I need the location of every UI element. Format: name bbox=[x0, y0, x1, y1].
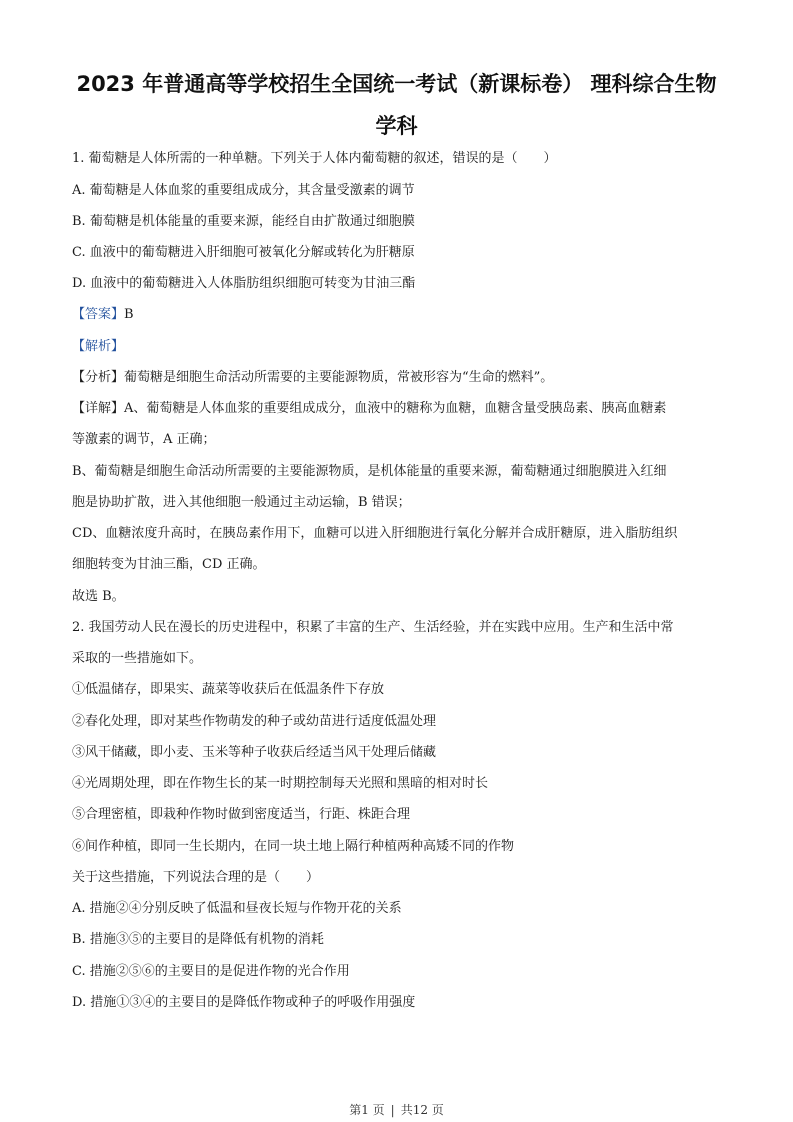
q2-measure-4: ④光周期处理，即在作物生长的某一时期控制每天光照和黑暗的相对时长 bbox=[72, 776, 489, 791]
q1-xiangjie bbox=[72, 400, 666, 418]
fenxi-tag: 【分析】 bbox=[72, 370, 125, 385]
footer-separator: | bbox=[390, 1103, 395, 1117]
q2-option-b: B. 措施③⑤的主要目的是降低有机物的消耗 bbox=[72, 932, 324, 947]
q1-xiangjie-5: CD、血糖浓度升高时，在胰岛素作用下，血糖可以进入肝细胞进行氧化分解并合成肝糖原，进入脂肪组织 bbox=[72, 526, 678, 541]
q1-option-a: A. 葡萄糖是人体血浆的重要组成成分，其含量受激素的调节 bbox=[72, 183, 415, 198]
q1-option-b: B. 葡萄糖是机体能量的重要来源，能经自由扩散通过细胞膜 bbox=[72, 214, 415, 229]
q2-option-c: C. 措施②⑤⑥的主要目的是促进作物的光合作用 bbox=[72, 964, 350, 979]
q2-measure-2: ②春化处理，即对某些作物萌发的种子或幼苗进行适度低温处理 bbox=[72, 714, 437, 729]
q1-xiangjie-6: 细胞转变为甘油三酯，CD 正确。 bbox=[72, 557, 266, 572]
q1-conclusion: 故选 B。 bbox=[72, 589, 125, 604]
q1-stem: 1. 葡萄糖是人体所需的一种单糖。下列关于人体内葡萄糖的叙述，错误的是（ ） bbox=[72, 151, 557, 166]
doc-title-line1: 2023 年普通高等学校招生全国统一考试（新课标卷） 理科综合生物 bbox=[76, 72, 717, 96]
q2-option-d: D. 措施①③④的主要目的是降低作物或种子的呼吸作用强度 bbox=[72, 995, 416, 1010]
q2-stem-2: 采取的一些措施如下。 bbox=[72, 651, 203, 666]
q2-measure-5: ⑤合理密植，即栽种作物时做到密度适当，行距、株距合理 bbox=[72, 807, 411, 822]
xiangjie-text-1: A、葡萄糖是人体血浆的重要组成成分，血液中的糖称为血糖，血糖含量受胰岛素、胰高血糖素 bbox=[124, 401, 667, 416]
q2-ask: 关于这些措施，下列说法合理的是（ ） bbox=[72, 870, 320, 885]
footer-page-number: 第1 页 bbox=[349, 1103, 385, 1117]
xiangjie-tag: 【详解】 bbox=[72, 401, 125, 416]
q1-jiexi bbox=[72, 338, 124, 356]
q1-option-d: D. 血液中的葡萄糖进入人体脂肪组织细胞可转变为甘油三酯 bbox=[72, 276, 416, 291]
answer-tag: 【答案】 bbox=[72, 307, 125, 322]
q2-measure-1: ①低温储存，即果实、蔬菜等收获后在低温条件下存放 bbox=[72, 682, 385, 697]
q1-xiangjie-3: B、葡萄糖是细胞生命活动所需要的主要能源物质，是机体能量的重要来源，葡萄糖通过细胞膜进入红细 bbox=[72, 464, 667, 479]
q2-measure-6: ⑥间作种植，即同一生长期内，在同一块土地上隔行种植两种高矮不同的作物 bbox=[72, 839, 515, 854]
q1-xiangjie-2: 等激素的调节，A 正确； bbox=[72, 432, 216, 447]
answer-value: B bbox=[124, 307, 134, 322]
fenxi-text: 葡萄糖是细胞生命活动所需要的主要能源物质，常被形容为“生命的燃料”。 bbox=[124, 370, 554, 385]
doc-title-line2: 学科 bbox=[375, 114, 418, 138]
footer-total-pages: 共12 页 bbox=[400, 1103, 444, 1117]
q2-measure-3: ③风干储藏，即小麦、玉米等种子收获后经适当风干处理后储藏 bbox=[72, 745, 437, 760]
q1-xiangjie-4: 胞是协助扩散，进入其他细胞一般通过主动运输，B 错误； bbox=[72, 495, 411, 510]
q2-option-a: A. 措施②④分别反映了低温和昼夜长短与作物开花的关系 bbox=[72, 901, 402, 916]
page-footer bbox=[0, 1101, 793, 1118]
q2-stem-1: 2. 我国劳动人民在漫长的历史进程中，积累了丰富的生产、生活经验，并在实践中应用。生产和生活中常 bbox=[72, 620, 674, 635]
q1-option-c: C. 血液中的葡萄糖进入肝细胞可被氧化分解或转化为肝糖原 bbox=[72, 245, 415, 260]
q1-answer bbox=[72, 306, 134, 324]
q1-fenxi bbox=[72, 369, 553, 387]
jiexi-tag: 【解析】 bbox=[72, 339, 125, 354]
